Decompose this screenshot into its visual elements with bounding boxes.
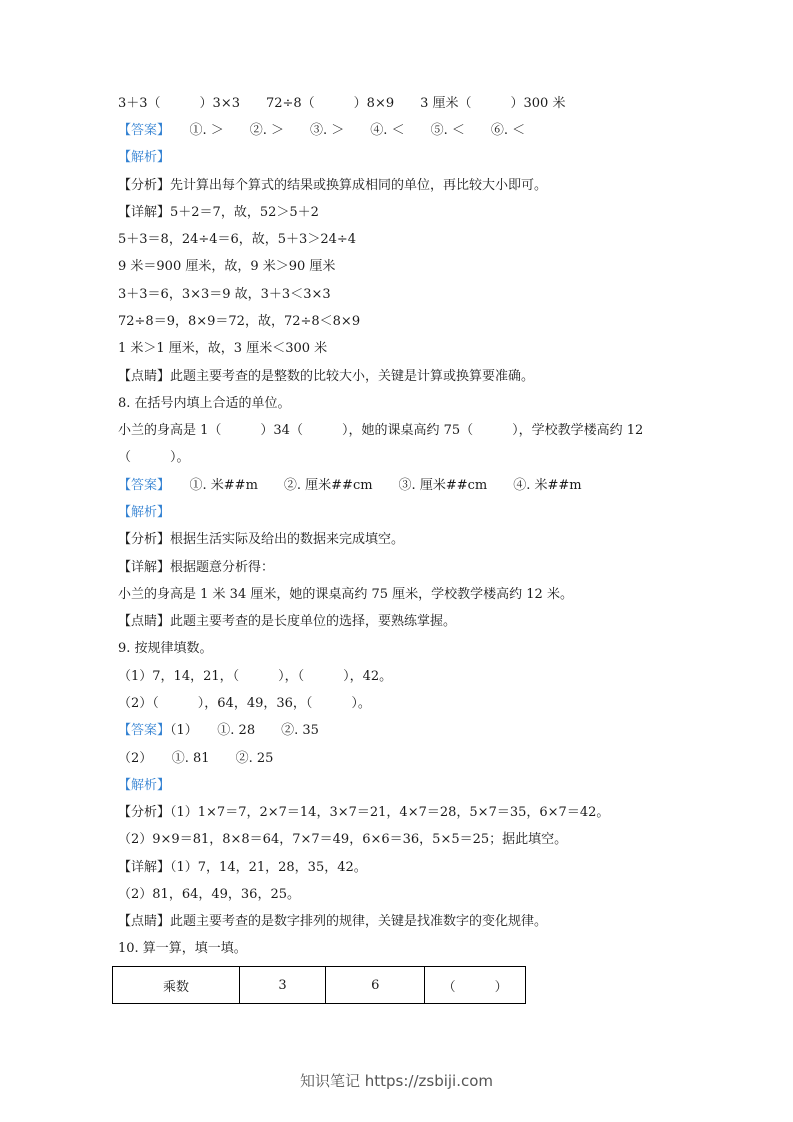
detail-line: 【详解】5＋2＝7，故，52＞5＋2 bbox=[118, 205, 319, 220]
question-line: （1）7，14，21，（ ），（ ），42。 bbox=[118, 669, 393, 684]
comment-line: 【点睛】此题主要考查的是长度单位的选择，要熟练掌握。 bbox=[118, 614, 457, 629]
detail-line: 【详解】根据题意分析得： bbox=[118, 560, 275, 575]
comment-line: 【点睛】此题主要考查的是数字排列的规律，关键是找准数字的变化规律。 bbox=[118, 914, 548, 929]
answer-text: ①. ＞ ②. ＞ ③. ＞ ④. ＜ ⑤. ＜ ⑥. ＜ bbox=[163, 123, 526, 138]
table-cell: 3 bbox=[239, 967, 325, 1004]
comment-line: 【点睛】此题主要考查的是整数的比较大小，关键是计算或换算要准确。 bbox=[118, 369, 535, 384]
answer-tag: 【答案】 bbox=[118, 123, 164, 138]
answer-tag: 【答案】 bbox=[118, 478, 164, 493]
analysis-line: 【分析】根据生活实际及给出的数据来完成填空。 bbox=[118, 532, 405, 547]
detail-line: （2）81，64，49，36，25。 bbox=[118, 887, 300, 902]
question-title: 9. 按规律填数。 bbox=[118, 641, 213, 656]
analysis-heading: 【解析】 bbox=[118, 505, 171, 520]
detail-line: 5＋3＝8，24÷4＝6，故，5＋3＞24÷4 bbox=[118, 232, 357, 247]
answer-line bbox=[118, 722, 319, 740]
detail-line: 小兰的身高是 1 米 34 厘米，她的课桌高约 75 厘米，学校教学楼高约 12 米。 bbox=[118, 587, 573, 602]
multiplier-table bbox=[112, 966, 526, 1004]
analysis-heading: 【解析】 bbox=[118, 150, 171, 165]
detail-line: 3＋3＝6，3×3＝9 故，3＋3＜3×3 bbox=[118, 287, 331, 302]
table-cell: （ ） bbox=[425, 967, 526, 1004]
answer-text: ①. 米##m ②. 厘米##cm ③. 厘米##cm ④. 米##m bbox=[163, 478, 582, 493]
analysis-line: （2）9×9＝81，8×8＝64，7×7＝49，6×6＝36，5×5＝25；据此填空。 bbox=[118, 832, 568, 847]
question-line: 3＋3（ ）3×3 72÷8（ ）8×9 3 厘米（ ）300 米 bbox=[118, 96, 566, 111]
answer-text: （1） ①. 28 ②. 35 bbox=[170, 723, 319, 738]
analysis-line: 【分析】先计算出每个算式的结果或换算成相同的单位，再比较大小即可。 bbox=[118, 178, 548, 193]
question-title: 8. 在括号内填上合适的单位。 bbox=[118, 396, 291, 411]
detail-line: 9 米＝900 厘米，故，9 米＞90 厘米 bbox=[118, 259, 336, 274]
question-line: （ ）。 bbox=[118, 450, 190, 465]
detail-line: 72÷8＝9，8×9＝72，故，72÷8＜8×9 bbox=[118, 314, 361, 329]
question-line: （2）（ ），64，49，36，（ ）。 bbox=[118, 696, 371, 711]
analysis-heading: 【解析】 bbox=[118, 778, 171, 793]
detail-line: 1 米＞1 厘米，故，3 厘米＜300 米 bbox=[118, 341, 328, 356]
answer-line bbox=[118, 477, 582, 495]
answer-tag: 【答案】 bbox=[118, 723, 171, 738]
analysis-line: 【分析】（1）1×7＝7，2×7＝14，3×7＝21，4×7＝28，5×7＝35，6×7＝42。 bbox=[118, 805, 610, 820]
question-title: 10. 算一算，填一填。 bbox=[118, 941, 247, 956]
question-line: 小兰的身高是 1（ ）34（ ），她的课桌高约 75（ ），学校教学楼高约 12 bbox=[118, 423, 644, 438]
answer-line bbox=[118, 122, 525, 140]
table-cell: 6 bbox=[326, 967, 425, 1004]
table-row bbox=[113, 967, 526, 1004]
detail-line: 【详解】（1）7，14，21，28，35，42。 bbox=[118, 860, 367, 875]
table-cell: 乘数 bbox=[113, 967, 240, 1004]
answer-line: （2） ①. 81 ②. 25 bbox=[118, 751, 274, 766]
footer-watermark: 知识笔记 https://zsbiji.com bbox=[299, 1072, 494, 1090]
